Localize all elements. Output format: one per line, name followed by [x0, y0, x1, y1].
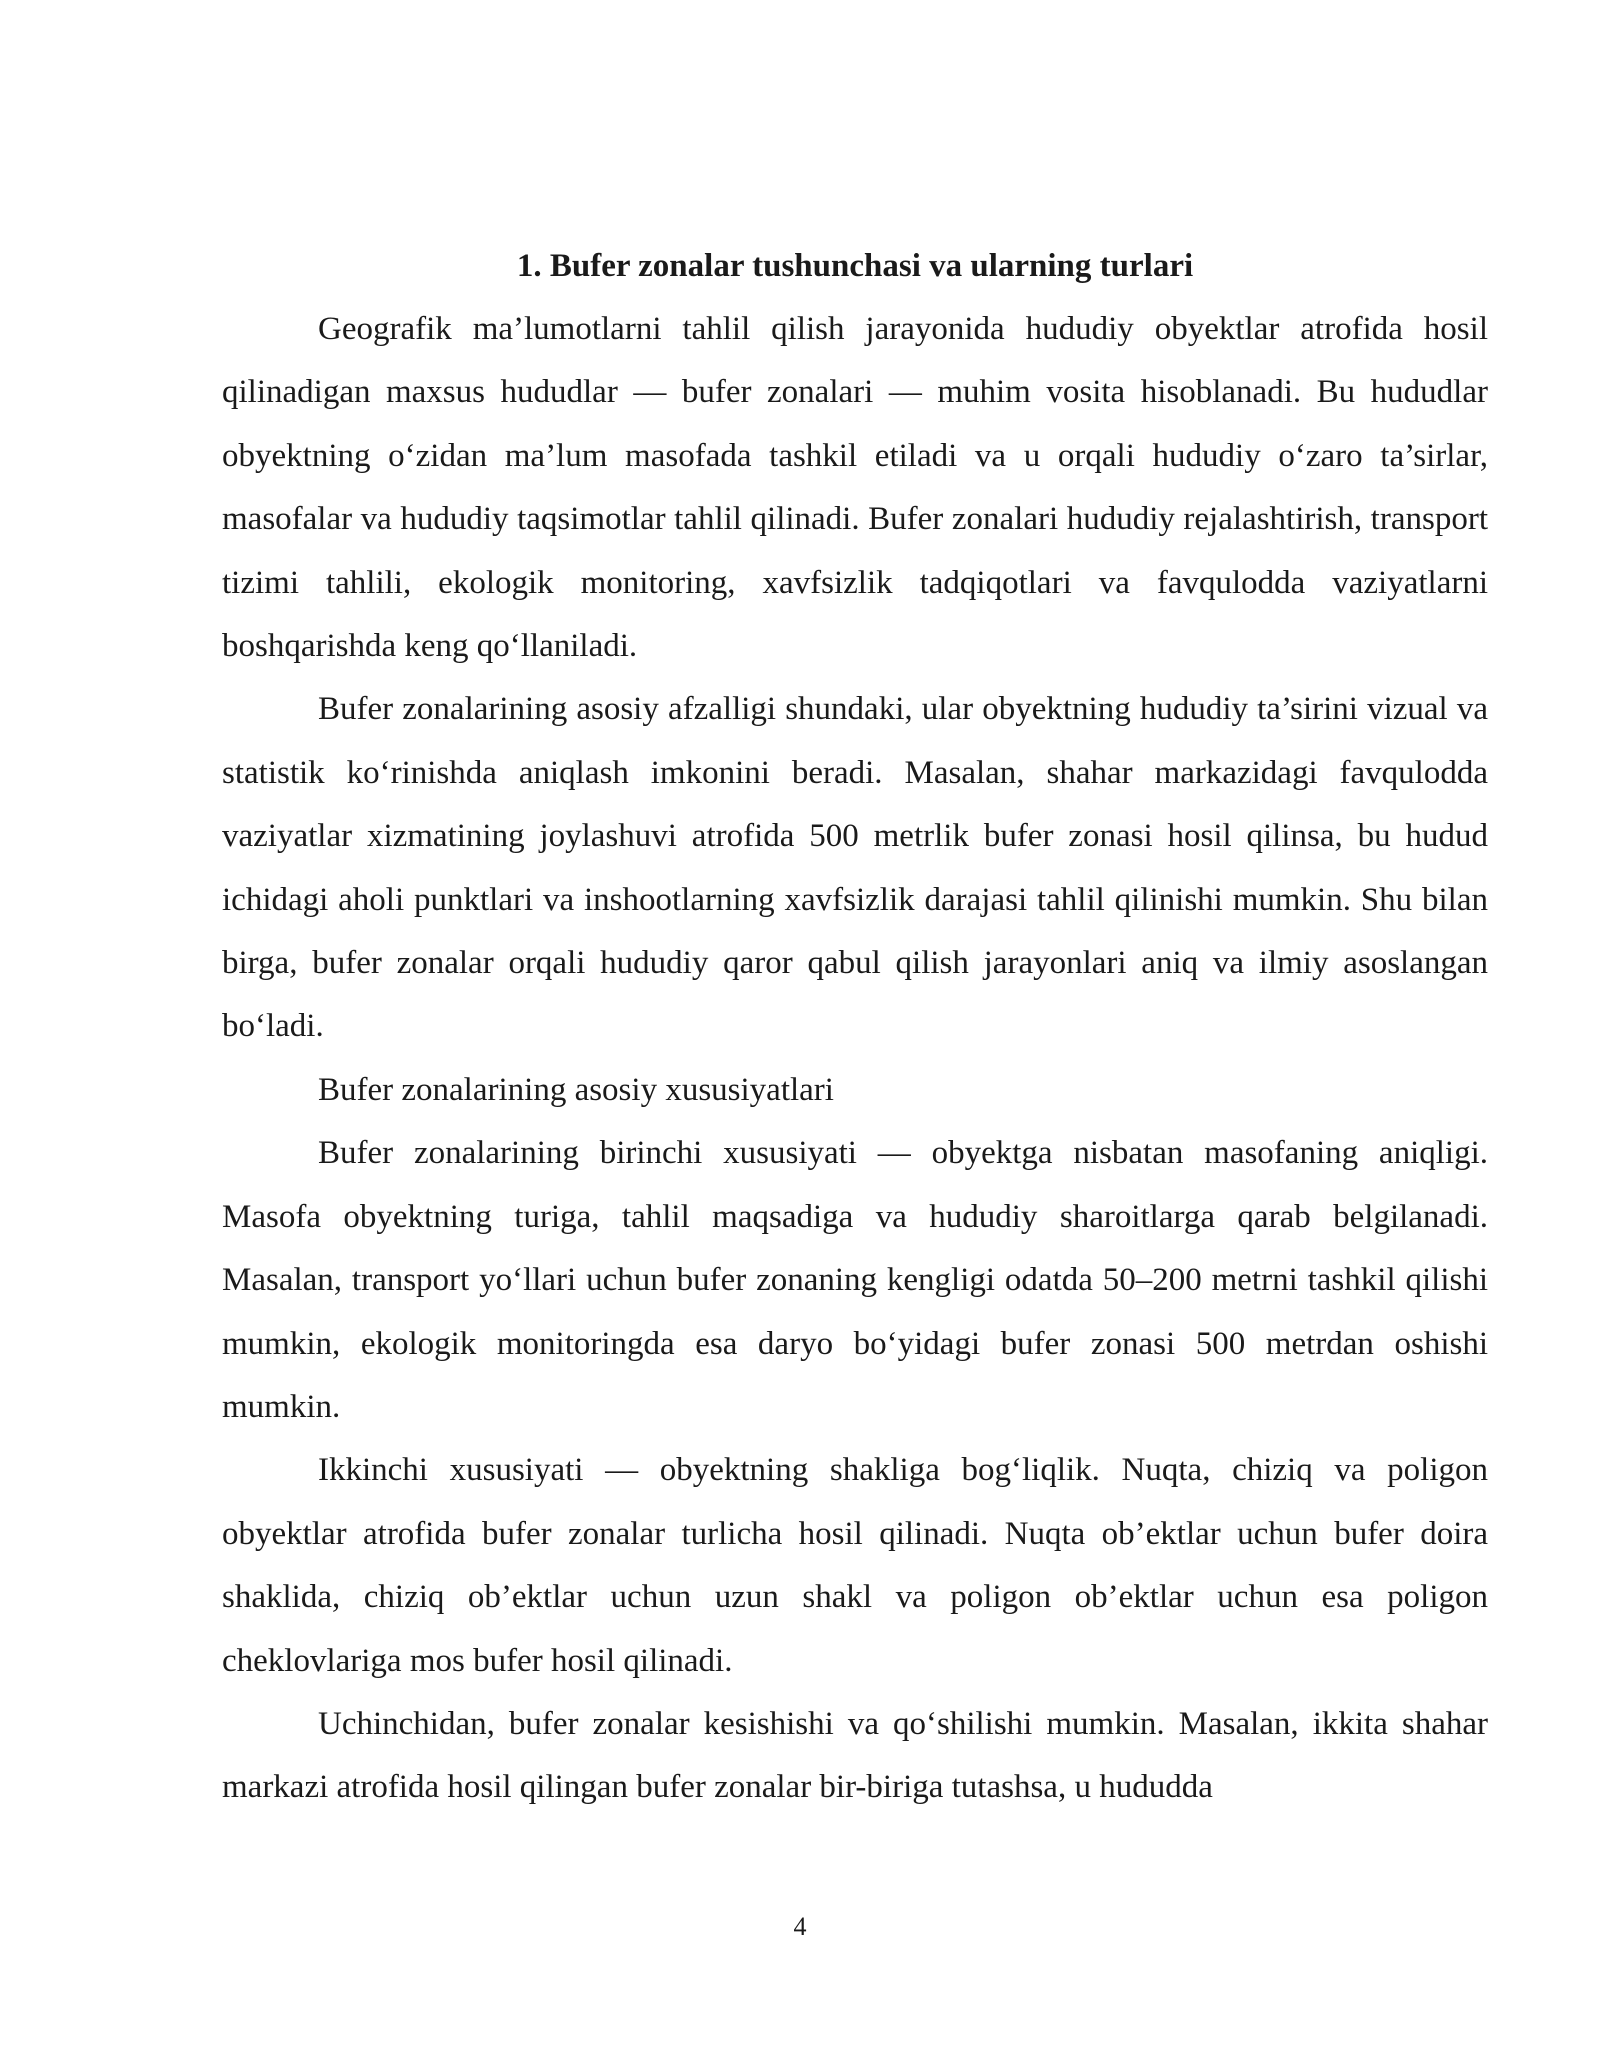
paragraph-intro: Geografik ma’lumotlarni tahlil qilish jarayonida hududiy obyektlar atrofida hosil qilinadigan maxsus hududlar — bufer zonalari — muhim vosita hisoblanadi. Bu hududlar obyektning o‘zidan ma’lum masofada tashkil etiladi va u orqali hududiy o‘zaro ta’sirlar, masofalar va hududiy taqsimotlar tahlil qilinadi. Bufer zonalari hududiy rejalashtirish, transport tizimi tahlili, ekologik monitoring, xavfsizlik tadqiqotlari va favqulodda vaziyatlarni boshqarishda keng qo‘llaniladi. [222, 311, 1488, 665]
paragraph-first-feature: Bufer zonalarining birinchi xususiyati — obyektga nisbatan masofaning aniqligi. Masofa obyektning turiga, tahlil maqsadiga va hududiy sharoitlarga qarab belgilanadi. Masalan, transport yo‘llari uchun bufer zonaning kengligi odatda 50–200 metrni tashkil qilishi mumkin, ekologik monitoringda esa daryo bo‘yidagi bufer zonasi 500 metrdan oshishi mumkin. [222, 1135, 1488, 1425]
page-number: 4 [793, 1912, 807, 1941]
section-title: 1. Bufer zonalar tushunchasi va ularning turlari [516, 248, 1194, 284]
document-page [222, 240, 1488, 1820]
paragraph-second-feature: Ikkinchi xususiyati — obyektning shakliga bog‘liqlik. Nuqta, chiziq va poligon obyektlar atrofida bufer zonalar turlicha hosil qilinadi. Nuqta ob’ektlar uchun bufer doira shaklida, chiziq ob’ektlar uchun uzun shakl va poligon ob’ektlar uchun esa poligon cheklovlariga mos bufer hosil qilinadi. [222, 1452, 1488, 1679]
subheading-features: Bufer zonalarining asosiy xususiyatlari [318, 1071, 834, 1108]
paragraph-advantages: Bufer zonalarining asosiy afzalligi shundaki, ular obyektning hududiy ta’sirini vizual va statistik ko‘rinishda aniqlash imkonini beradi. Masalan, shahar markazidagi favqulodda vaziyatlar xizmatining joylashuvi atrofida 500 metrlik bufer zonasi hosil qilinsa, bu hudud ichidagi aholi punktlari va inshootlarning xavfsizlik darajasi tahlil qilinishi mumkin. Shu bilan birga, bufer zonalar orqali hududiy qaror qabul qilish jarayonlari aniq va ilmiy asoslangan bo‘ladi. [222, 691, 1488, 1045]
paragraph-third-feature: Uchinchidan, bufer zonalar kesishishi va qo‘shilishi mumkin. Masalan, ikkita shahar markazi atrofida hosil qilingan bufer zonalar bir-biriga tutashsa, u hududda [222, 1705, 1488, 1806]
